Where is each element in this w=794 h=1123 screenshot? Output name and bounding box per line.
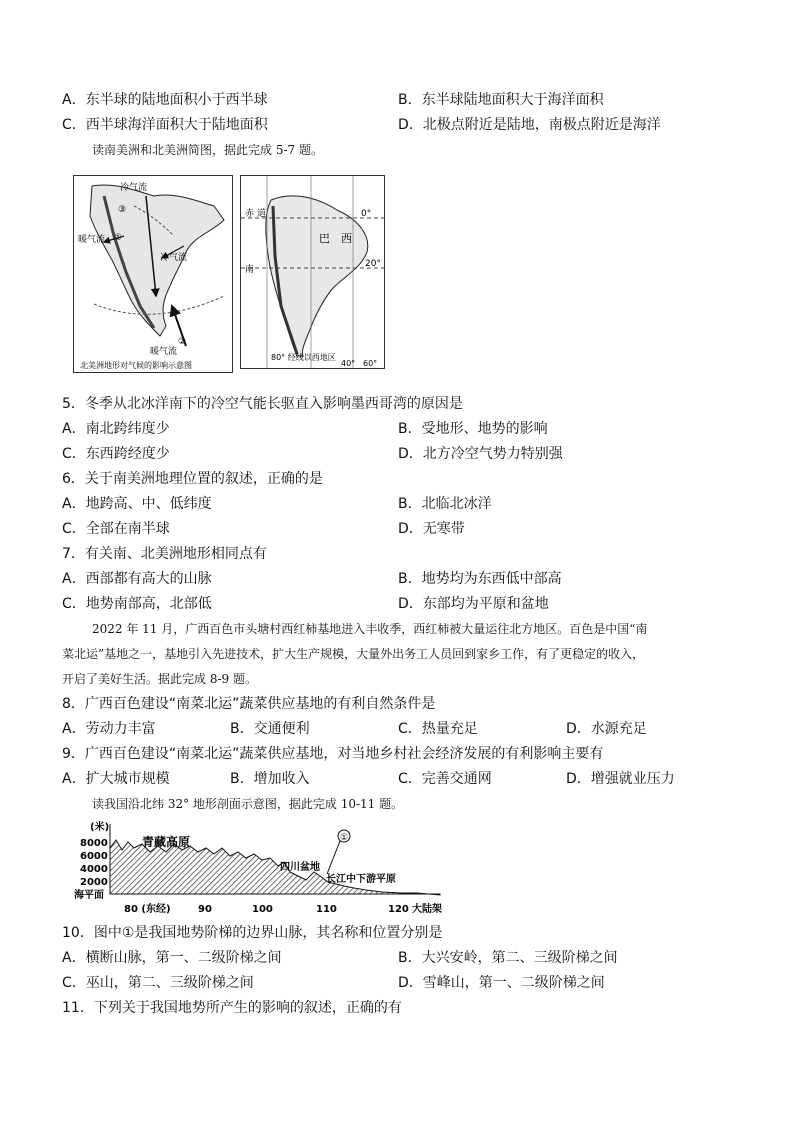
- cold-air-label-1: 冷气流: [120, 183, 148, 193]
- label-sichuan-basin: 四川盆地: [280, 862, 320, 873]
- terrain-profile: [72, 818, 448, 916]
- brazil-label-1: 巴: [319, 232, 330, 245]
- q8-option-d: D．水源充足: [566, 721, 647, 737]
- q10-option-c: C．巫山，第二、三级阶梯之间: [62, 975, 254, 991]
- q5-option-c: C．东西跨经度少: [62, 446, 170, 462]
- q4-option-c: C．西半球海洋面积大于陆地面积: [62, 117, 268, 133]
- q9-option-c: C．完善交通网: [398, 771, 492, 787]
- q9-option-d: D．增强就业压力: [566, 771, 675, 787]
- brazil-label-2: 西: [341, 232, 352, 245]
- label-yangtze-plain: 长江中下游平原: [326, 874, 396, 885]
- q8-option-a: A．劳动力丰富: [62, 721, 156, 737]
- cold-air-label-2: 冷气流: [160, 253, 188, 263]
- sa-label-place1: 赤: [245, 209, 255, 219]
- q8-stem: 8．广西百色建设“南菜北运”蔬菜供应基地的有利自然条件是: [62, 696, 436, 712]
- south-america-map: [240, 175, 385, 369]
- q5-option-b: B．受地形、地势的影响: [398, 421, 548, 437]
- q6-stem: 6．关于南美洲地理位置的叙述，正确的是: [62, 471, 323, 487]
- terrain-profile-drawing: [72, 818, 448, 916]
- passage-line-1: 2022 年 11 月，广西百色市头塘村西红柿基地进入丰收季，西红柿被大量运往北方地区。百色是中国“南: [92, 622, 648, 636]
- q7-option-d: D．东部均为平原和盆地: [398, 596, 549, 612]
- sa-lon-40: 40°: [341, 359, 356, 368]
- north-america-map-caption: 北美洲地形对气候的影响示意图: [80, 361, 192, 370]
- sa-label-place2: 道: [257, 209, 267, 219]
- q5-option-a: A．南北跨纬度少: [62, 421, 170, 437]
- x-tick-100: 100: [252, 904, 273, 915]
- q4-option-a: A．东半球的陆地面积小于西半球: [62, 92, 268, 108]
- q5-option-d: D．北方冷空气势力特别强: [398, 446, 563, 462]
- profile-unit: (米): [90, 822, 110, 833]
- q8-option-b: B．交通便利: [230, 721, 310, 737]
- north-america-map: [73, 175, 233, 373]
- q6-option-a: A．地跨高、中、低纬度: [62, 496, 212, 512]
- sa-label-place3: 南: [245, 265, 255, 275]
- q8-option-c: C．热量充足: [398, 721, 478, 737]
- q11-stem: 11．下列关于我国地势所产生的影响的叙述，正确的有: [62, 1000, 402, 1016]
- q6-option-c: C．全部在南半球: [62, 521, 170, 537]
- label-continental-shelf: 大陆架: [412, 904, 442, 915]
- q9-option-b: B．增加收入: [230, 771, 310, 787]
- q5-stem: 5．冬季从北冰洋南下的冷空气能长驱直入影响墨西哥湾的原因是: [62, 396, 463, 412]
- x-tick-90: 90: [198, 904, 212, 915]
- passage-line-3: 开启了美好生活。据此完成 8-9 题。: [62, 672, 257, 686]
- q9-stem: 9．广西百色建设“南菜北运”蔬菜供应基地，对当地乡村社会经济发展的有利影响主要有: [62, 746, 604, 762]
- q7-option-a: A．西部都有高大的山脉: [62, 571, 212, 587]
- y-tick-4000: 4000: [80, 864, 108, 875]
- q4-option-d: D．北极点附近是陆地，南极点附近是海洋: [398, 117, 661, 133]
- q7-option-c: C．地势南部高，北部低: [62, 596, 212, 612]
- y-tick-6000: 6000: [80, 851, 108, 862]
- marker-2: ②: [178, 337, 187, 347]
- q10-stem: 10．图中①是我国地势阶梯的边界山脉，其名称和位置分别是: [62, 925, 443, 941]
- label-qinghai-tibet-plateau: 青藏高原: [142, 835, 191, 849]
- y-tick-8000: 8000: [80, 838, 108, 849]
- q6-option-b: B．北临北冰洋: [398, 496, 492, 512]
- q10-option-a: A．横断山脉，第一、二级阶梯之间: [62, 950, 282, 966]
- x-tick-120: 120: [388, 904, 409, 915]
- passage-line-2: 菜北运”基地之一，基地引入先进技术，扩大生产规模，大量外出务工人员回到家乡工作，有了更稳定的收入，: [62, 647, 645, 661]
- marker-1: ①: [114, 233, 123, 243]
- q10-option-b: B．大兴安岭，第二、三级阶梯之间: [398, 950, 618, 966]
- q6-option-d: D．无寒带: [398, 521, 465, 537]
- q7-stem: 7．有关南、北美洲地形相同点有: [62, 546, 267, 562]
- marker-3: ③: [118, 205, 127, 215]
- warm-air-label-2: 暖气流: [150, 347, 178, 357]
- sa-lat-0: 0°: [361, 209, 372, 219]
- sa-lat-20: 20°: [365, 259, 381, 269]
- q4-option-b: B．东半球陆地面积大于海洋面积: [398, 92, 604, 108]
- instruction-10-11: 读我国沿北纬 32° 地形剖面示意图，据此完成 10-11 题。: [92, 797, 404, 811]
- sa-lon-60: 60°: [363, 359, 378, 368]
- y-tick-sea-level: 海平面: [74, 890, 104, 901]
- x-tick-80: 80 (东经): [124, 904, 171, 915]
- q7-option-b: B．地势均为东西低中部高: [398, 571, 562, 587]
- q9-option-a: A．扩大城市规模: [62, 771, 170, 787]
- instruction-5-7: 读南美洲和北美洲简图，据此完成 5-7 题。: [92, 143, 323, 157]
- profile-marker-1: ①: [340, 833, 349, 843]
- q10-option-d: D．雪峰山，第一、二级阶梯之间: [398, 975, 605, 991]
- north-america-map-drawing: [74, 176, 232, 372]
- south-america-map-drawing: [241, 176, 384, 368]
- warm-air-label-1: 暖气流: [78, 235, 106, 245]
- sa-bottom-label: 80° 经线以西地区: [271, 353, 336, 362]
- x-tick-110: 110: [316, 904, 337, 915]
- y-tick-2000: 2000: [80, 877, 108, 888]
